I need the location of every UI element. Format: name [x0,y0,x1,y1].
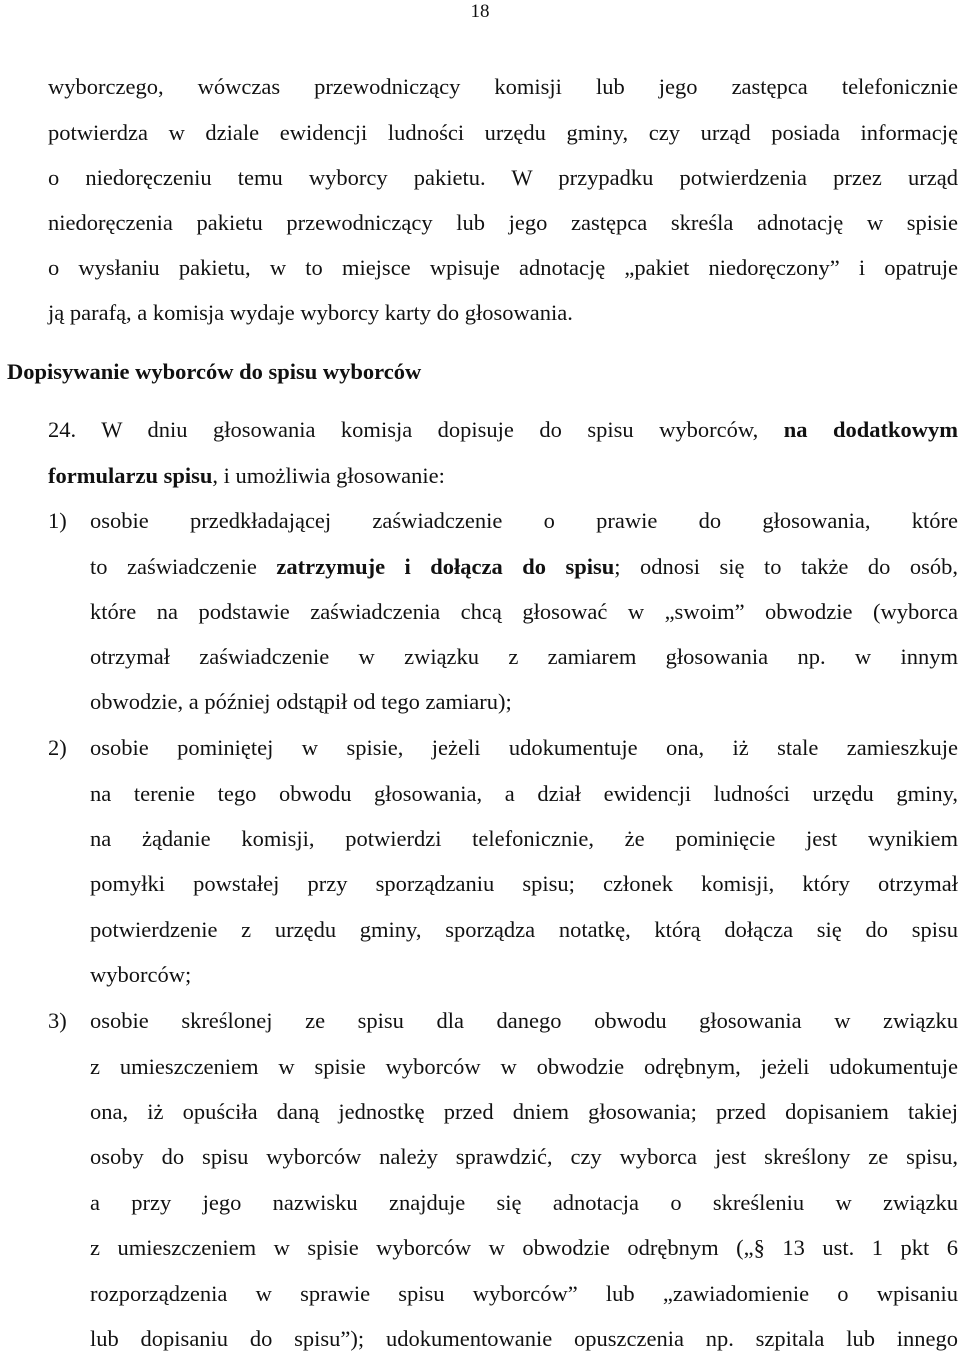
text-line: potwierdza w dziale ewidencji ludności urzędu gminy, czy urząd posiada informację [48,120,958,145]
text-span: , i umożliwia głosowanie: [212,463,445,488]
text-line: o niedoręczeniu temu wyborcy pakietu. W przypadku potwierdzenia przez urząd [48,165,958,190]
text-line: na terenie tego obwodu głosowania, a dział ewidencji ludności urzędu gminy, [90,781,958,806]
text-line: osoby do spisu wyborców należy sprawdzić, czy wyborca jest skreślony ze spisu, [90,1144,958,1169]
text-line [48,415,958,445]
text-line: na żądanie komisji, potwierdzi telefonicznie, że pominięcie jest wynikiem [90,826,958,851]
text-line [90,552,958,582]
text-line: osobie pominiętej w spisie, jeżeli udokumentuje ona, iż stale zamieszkuje [90,735,958,760]
text-line: lub dopisaniu do spisu”); udokumentowanie opuszczenia np. szpitala lub innego [90,1326,958,1351]
text-line: otrzymał zaświadczenie w związku z zamiarem głosowania np. w innym [90,644,958,669]
text-span: to zaświadczenie [90,554,257,579]
bold-text: na dodatkowym [783,417,958,442]
bold-text: formularzu spisu [48,463,213,488]
text-line: ona, iż opuściła daną jednostkę przed dniem głosowania; przed dopisaniem takiej [90,1099,958,1124]
text-line: potwierdzenie z urzędu gminy, sporządza notatkę, którą dołącza się do spisu [90,917,958,942]
text-line: które na podstawie zaświadczenia chcą głosować w „swoim” obwodzie (wyborca [90,599,958,624]
text-line [48,461,958,491]
text-line: wyborczego, wówczas przewodniczący komisji lub jego zastępca telefonicznie [48,74,958,99]
text-line: wyborców; [90,962,192,987]
bold-text: zatrzymuje i dołącza do spisu [276,554,615,579]
text-line: osobie przedkładającej zaświadczenie o prawie do głosowania, które [90,508,958,533]
text-span: 24. W dniu głosowania komisja dopisuje do spisu wyborców, [48,417,759,442]
list-number: 3) [48,1008,67,1033]
text-line: a przy jego nazwisku znajduje się adnotacja o skreśleniu w związku [90,1190,958,1215]
text-line: niedoręczenia pakietu przewodniczący lub jego zastępca skreśla adnotację w spisie [48,210,958,235]
section-heading: Dopisywanie wyborców do spisu wyborców [7,359,422,384]
text-line: z umieszczeniem w spisie wyborców w obwodzie odrębnym, jeżeli udokumentuje [90,1054,958,1079]
text-line: z umieszczeniem w spisie wyborców w obwodzie odrębnym („§ 13 ust. 1 pkt 6 [90,1235,958,1260]
text-line: rozporządzenia w sprawie spisu wyborców” lub „zawiadomienie o wpisaniu [90,1281,958,1306]
text-line: obwodzie, a później odstąpił od tego zamiaru); [90,689,512,714]
list-number: 2) [48,735,67,760]
text-line: ją parafą, a komisja wydaje wyborcy karty do głosowania. [48,300,573,325]
list-number: 1) [48,508,67,533]
text-line: osobie skreślonej ze spisu dla danego obwodu głosowania w związku [90,1008,958,1033]
text-line: o wysłaniu pakietu, w to miejsce wpisuje adnotację „pakiet niedoręczony” i opatruje [48,255,958,280]
text-span: ; odnosi się to także do osób, [614,554,959,579]
text-line: pomyłki powstałej przy sporządzaniu spisu; członek komisji, który otrzymał [90,871,958,896]
page-number: 18 [470,1,490,22]
